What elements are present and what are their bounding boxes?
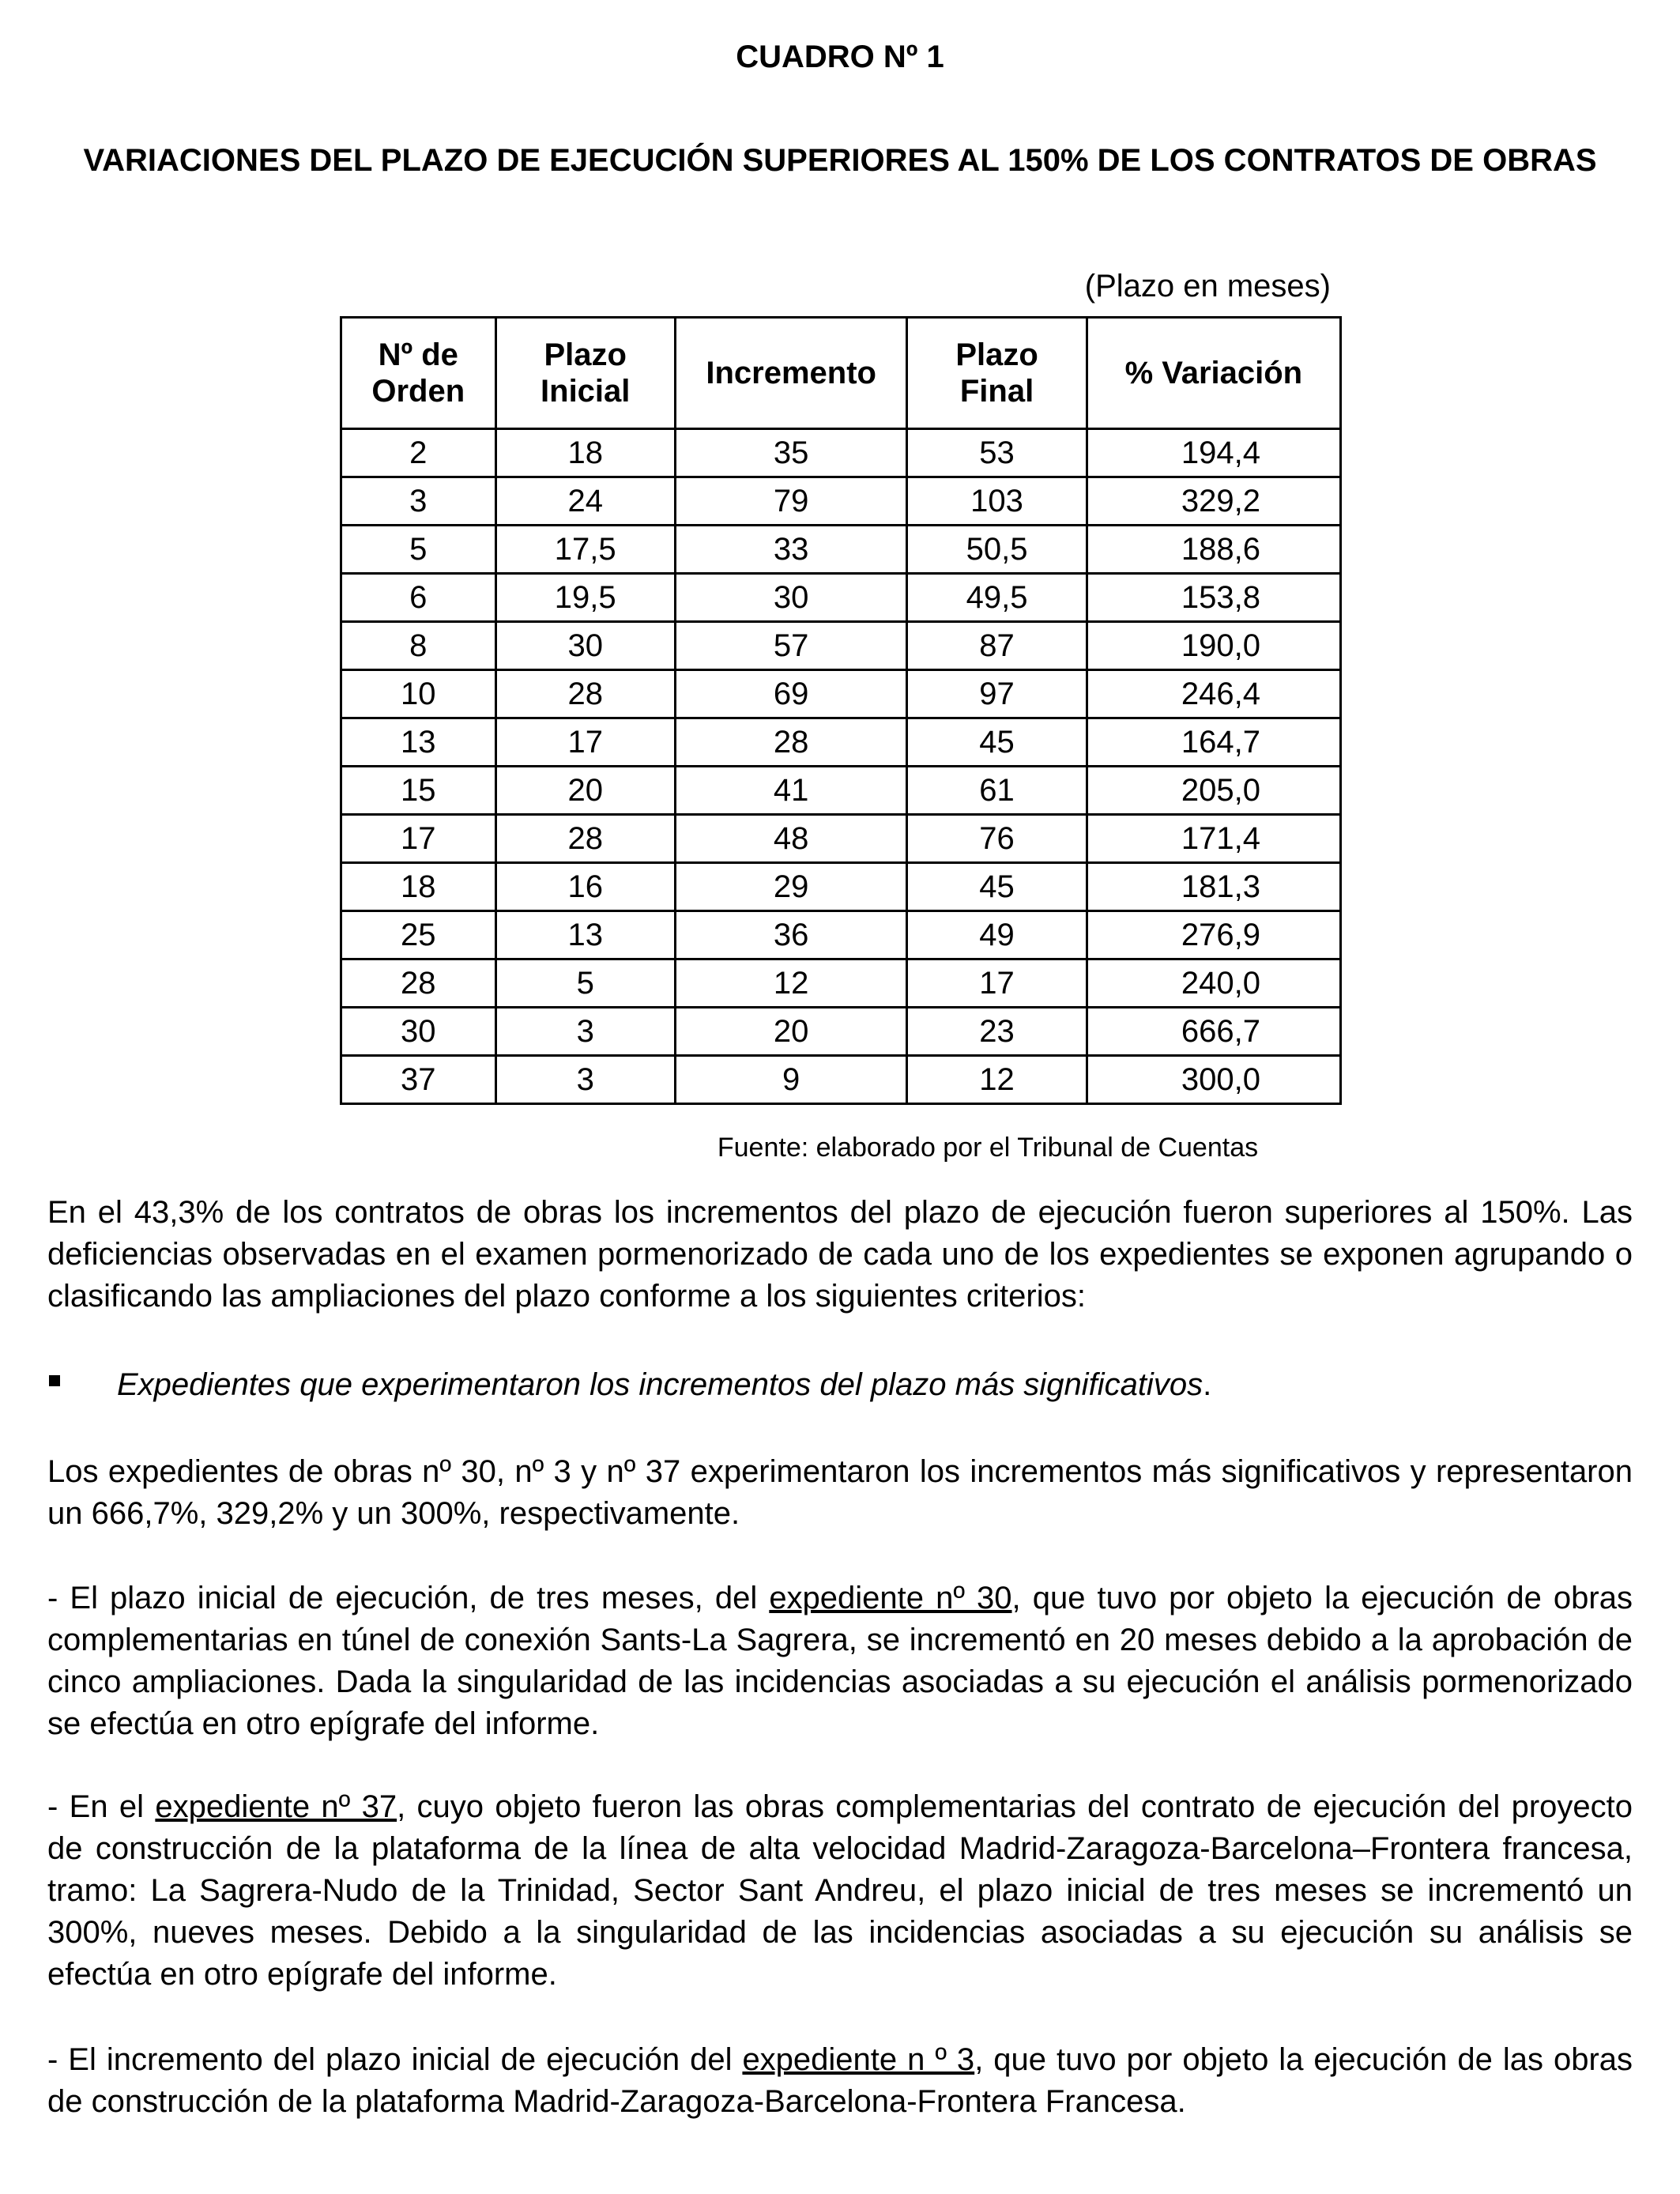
cell-orden: 13 <box>341 718 496 767</box>
cell-orden: 6 <box>341 574 496 622</box>
cell-incremento: 12 <box>675 959 907 1008</box>
variations-table <box>340 316 1342 1105</box>
table-subtitle: VARIACIONES DEL PLAZO DE EJECUCIÓN SUPERIORES AL 150% DE LOS CONTRATOS DE OBRAS <box>83 143 1597 178</box>
cell-orden: 10 <box>341 670 496 718</box>
table-row <box>341 1008 1341 1056</box>
cell-incremento: 30 <box>675 574 907 622</box>
table-body <box>341 429 1341 1104</box>
paragraph-expediente-37: - En el expediente nº 37, cuyo objeto fueron las obras complementarias del contrato de ejecución del proyecto de construcción de la plataforma de la línea de alta velocidad Madrid-Zaragoza-Barcelona–Frontera francesa, tramo: La Sagrera-Nudo de la Trinidad, Sector Sant Andreu, el plazo inicial de tres meses se incrementó un 300%, nueves meses. Debido a la singularidad de las incidencias asociadas a su ejecución su análisis se efectúa en otro epígrafe del informe. <box>47 1789 1633 1992</box>
cell-plazo-inicial: 16 <box>495 863 675 911</box>
expediente-30-ref: expediente nº 30 <box>769 1581 1012 1615</box>
cell-plazo-inicial: 17,5 <box>495 526 675 574</box>
header-plazo-final: Plazo Final <box>907 318 1087 429</box>
cell-orden: 28 <box>341 959 496 1008</box>
cell-incremento: 33 <box>675 526 907 574</box>
cell-variacion: 164,7 <box>1087 718 1340 767</box>
cell-plazo-final: 17 <box>907 959 1087 1008</box>
cell-plazo-final: 103 <box>907 477 1087 526</box>
table-title: CUADRO Nº 1 <box>736 40 944 74</box>
cell-variacion: 246,4 <box>1087 670 1340 718</box>
cell-incremento: 41 <box>675 767 907 815</box>
cell-incremento: 35 <box>675 429 907 477</box>
cell-variacion: 300,0 <box>1087 1056 1340 1104</box>
cell-orden: 18 <box>341 863 496 911</box>
units-note: (Plazo en meses) <box>1084 269 1331 303</box>
cell-incremento: 20 <box>675 1008 907 1056</box>
cell-plazo-final: 50,5 <box>907 526 1087 574</box>
header-incremento: Incremento <box>675 318 907 429</box>
cell-plazo-final: 12 <box>907 1056 1087 1104</box>
paragraph-intro: En el 43,3% de los contratos de obras los incrementos del plazo de ejecución fueron superiores al 150%. Las deficiencias observadas en el examen pormenorizado de cada uno de los expedientes se exponen agrupando o clasificando las ampliaciones del plazo conforme a los siguientes criterios: <box>47 1195 1633 1314</box>
cell-variacion: 188,6 <box>1087 526 1340 574</box>
table-row <box>341 767 1341 815</box>
table-row <box>341 718 1341 767</box>
cell-plazo-final: 23 <box>907 1008 1087 1056</box>
cell-plazo-final: 49 <box>907 911 1087 959</box>
cell-incremento: 36 <box>675 911 907 959</box>
cell-incremento: 48 <box>675 815 907 863</box>
table-row <box>341 670 1341 718</box>
cell-variacion: 276,9 <box>1087 911 1340 959</box>
cell-orden: 2 <box>341 429 496 477</box>
table-row <box>341 1056 1341 1104</box>
cell-plazo-inicial: 30 <box>495 622 675 670</box>
cell-plazo-final: 53 <box>907 429 1087 477</box>
table-row <box>341 863 1341 911</box>
cell-plazo-inicial: 20 <box>495 767 675 815</box>
cell-orden: 5 <box>341 526 496 574</box>
header-plazo-inicial: Plazo Inicial <box>495 318 675 429</box>
paragraph-expediente-30: - El plazo inicial de ejecución, de tres meses, del expediente nº 30, que tuvo por objeto la ejecución de obras complementarias en túnel de conexión Sants-La Sagrera, se incrementó en 20 meses debido a la aprobación de cinco ampliaciones. Dada la singularidad de las incidencias asociadas a su ejecución el análisis pormenorizado se efectúa en otro epígrafe del informe. <box>47 1581 1633 1741</box>
cell-variacion: 181,3 <box>1087 863 1340 911</box>
cell-incremento: 57 <box>675 622 907 670</box>
cell-variacion: 190,0 <box>1087 622 1340 670</box>
cell-variacion: 666,7 <box>1087 1008 1340 1056</box>
cell-plazo-inicial: 18 <box>495 429 675 477</box>
cell-plazo-final: 76 <box>907 815 1087 863</box>
header-variacion: % Variación <box>1087 318 1340 429</box>
cell-plazo-inicial: 28 <box>495 815 675 863</box>
cell-orden: 25 <box>341 911 496 959</box>
cell-incremento: 69 <box>675 670 907 718</box>
table-row <box>341 815 1341 863</box>
table-row <box>341 429 1341 477</box>
cell-plazo-inicial: 3 <box>495 1056 675 1104</box>
cell-plazo-inicial: 28 <box>495 670 675 718</box>
cell-orden: 8 <box>341 622 496 670</box>
cell-plazo-final: 87 <box>907 622 1087 670</box>
cell-plazo-final: 45 <box>907 863 1087 911</box>
cell-plazo-final: 49,5 <box>907 574 1087 622</box>
cell-plazo-inicial: 24 <box>495 477 675 526</box>
cell-incremento: 29 <box>675 863 907 911</box>
cell-plazo-inicial: 17 <box>495 718 675 767</box>
cell-plazo-inicial: 3 <box>495 1008 675 1056</box>
cell-incremento: 79 <box>675 477 907 526</box>
paragraph-expediente-3: - El incremento del plazo inicial de ejecución del expediente n º 3, que tuvo por objeto la ejecución de las obras de construcción de la plataforma Madrid-Zaragoza-Barcelona-Frontera Francesa. <box>47 2042 1633 2119</box>
cell-orden: 37 <box>341 1056 496 1104</box>
cell-plazo-final: 45 <box>907 718 1087 767</box>
cell-variacion: 171,4 <box>1087 815 1340 863</box>
cell-variacion: 329,2 <box>1087 477 1340 526</box>
table-row <box>341 477 1341 526</box>
expediente-37-ref: expediente nº 37 <box>155 1789 397 1824</box>
expediente-3-ref: expediente n º 3 <box>742 2042 975 2077</box>
table-row <box>341 622 1341 670</box>
cell-variacion: 205,0 <box>1087 767 1340 815</box>
table-row <box>341 526 1341 574</box>
cell-incremento: 9 <box>675 1056 907 1104</box>
table-row <box>341 959 1341 1008</box>
cell-variacion: 153,8 <box>1087 574 1340 622</box>
paragraph-significant: Los expedientes de obras nº 30, nº 3 y nº 37 experimentaron los incrementos más significativos y representaron un 666,7%, 329,2% y un 300%, respectivamente. <box>47 1454 1633 1531</box>
cell-plazo-final: 61 <box>907 767 1087 815</box>
cell-plazo-final: 97 <box>907 670 1087 718</box>
cell-incremento: 28 <box>675 718 907 767</box>
header-orden: Nº de Orden <box>341 318 496 429</box>
cell-orden: 30 <box>341 1008 496 1056</box>
cell-plazo-inicial: 19,5 <box>495 574 675 622</box>
square-bullet-icon <box>49 1375 60 1386</box>
bullet-text: Expedientes que experimentaron los incrementos del plazo más significativos <box>117 1367 1203 1402</box>
cell-plazo-inicial: 5 <box>495 959 675 1008</box>
table-source: Fuente: elaborado por el Tribunal de Cuentas <box>717 1133 1259 1163</box>
cell-variacion: 240,0 <box>1087 959 1340 1008</box>
cell-orden: 17 <box>341 815 496 863</box>
cell-variacion: 194,4 <box>1087 429 1340 477</box>
cell-plazo-inicial: 13 <box>495 911 675 959</box>
cell-orden: 15 <box>341 767 496 815</box>
table-row <box>341 574 1341 622</box>
document-page: CUADRO Nº 1 VARIACIONES DEL PLAZO DE EJECUCIÓN SUPERIORES AL 150% DE LOS CONTRATOS DE OBRAS (Plazo en meses) Nº de Orden Plazo Inicial Incremento Plazo Final % Variación 2 18 35 53 194,4 3 24 79 103 329,2 5 17,5 33 50,5 188,6 6 19,5 30 49,5 153,8 8 30 57 87 190,0 10 28 69 97 246,4 13 17 28 45 164,7 15 20 41 61 205,0 17 28 48 76 171,4 18 16 29 45 181,3 25 13 36 49 276,9 28 5 12 17 240,0 30 3 20 23 666,7 37 3 9 12 300,0 Fuente: elaborado por el Tribunal de Cuentas En el 43,3% de los contratos de obras los incrementos del plazo de ejecución fueron superiores al 150%. Las deficiencias observadas en el examen pormenorizado de cada uno de los expedientes se exponen agrupando o clasificando las ampliaciones del plazo conforme a los siguientes criterios: Expedientes que experimentaron los incrementos del plazo más significativos. Los expedientes de obras nº 30, nº 3 y nº 37 experimentaron los incrementos más significativos y representaron un 666,7%, 329,2% y un 300%, respectivamente. - El plazo inicial de ejecución, de tres meses, del expediente nº 30, que tuvo por objeto la ejecución de obras complementarias en túnel de conexión Sants-La Sagrera, se incrementó en 20 meses debido a la aprobación de cinco ampliaciones. Dada la singularidad de las incidencias asociadas a su ejecución el análisis pormenorizado se efectúa en otro epígrafe del informe. - En el expediente nº 37, cuyo objeto fueron las obras complementarias del contrato de ejecución del proyecto de construcción de la plataforma de la línea de alta velocidad Madrid-Zaragoza-Barcelona–Frontera francesa, tramo: La Sagrera-Nudo de la Trinidad, Sector Sant Andreu, el plazo inicial de tres meses se incrementó un 300%, nueves meses. Debido a la singularidad de las incidencias asociadas a su ejecución su análisis se efectúa en otro epígrafe del informe. - El incremento del plazo inicial de ejecución del expediente n º 3, que tuvo por objeto la ejecución de las obras de construcción de la plataforma Madrid-Zaragoza-Barcelona-Frontera Francesa. <box>0 0 1680 2194</box>
table-row <box>341 911 1341 959</box>
table-header-row <box>341 318 1341 429</box>
cell-orden: 3 <box>341 477 496 526</box>
